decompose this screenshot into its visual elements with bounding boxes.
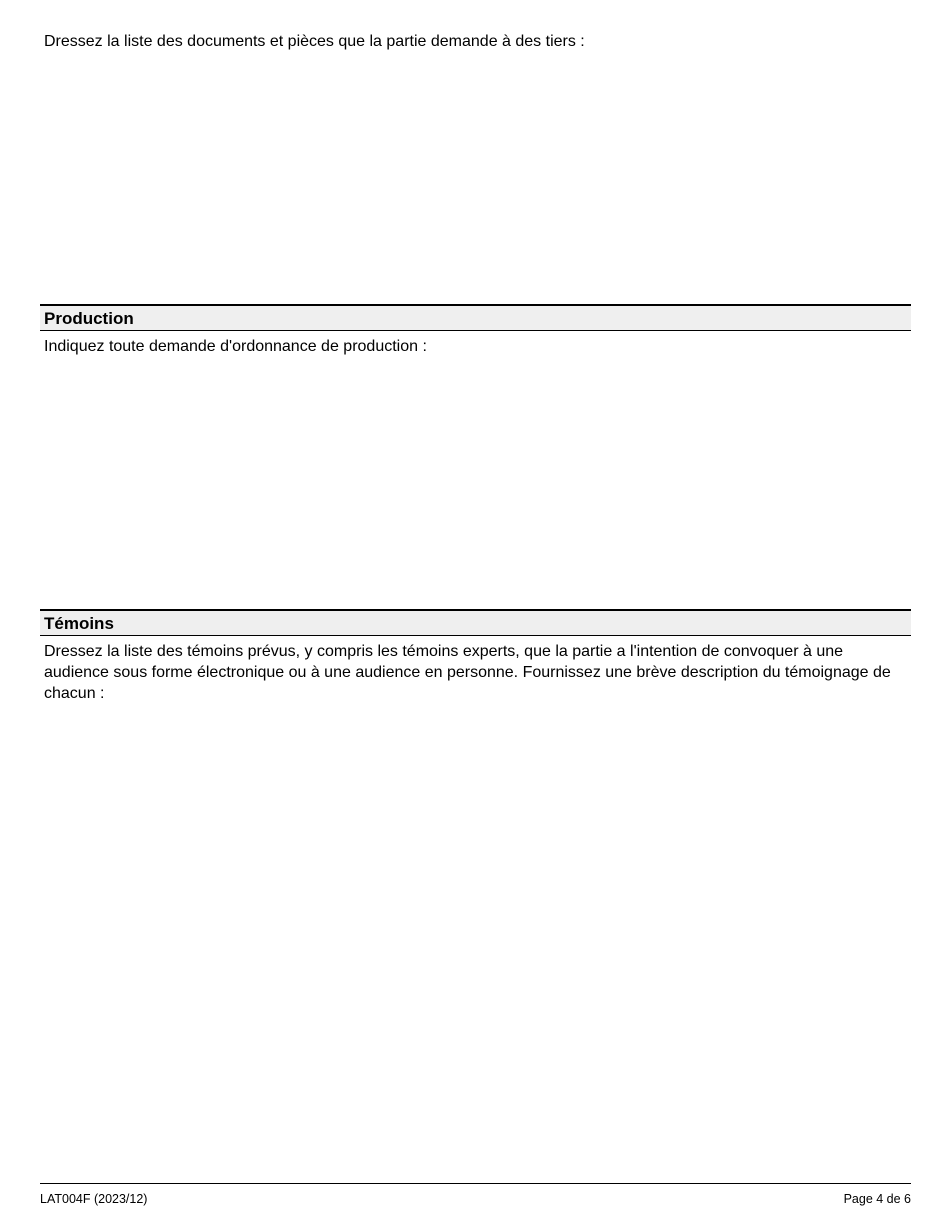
form-id: LAT004F (2023/12) [40, 1192, 148, 1206]
witnesses-section-header [40, 609, 911, 636]
witnesses-section-title: Témoins [44, 614, 114, 633]
page-number: Page 4 de 6 [843, 1192, 911, 1206]
witnesses-prompt: Dressez la liste des témoins prévus, y compris les témoins experts, que la partie a l'intention de convoquer à une audience sous forme électronique ou à une audience en personne. Fournissez une brève description du témoignage de chacun : [44, 643, 891, 702]
production-section-header [40, 304, 911, 331]
production-order-field[interactable] [40, 361, 911, 605]
third-party-docs-prompt: Dressez la liste des documents et pièces que la partie demande à des tiers : [44, 33, 585, 50]
production-prompt: Indiquez toute demande d'ordonnance de production : [44, 338, 427, 355]
witnesses-field[interactable] [40, 708, 911, 1178]
production-section-title: Production [44, 309, 134, 328]
third-party-docs-field[interactable] [40, 56, 911, 300]
footer-divider [40, 1183, 911, 1184]
